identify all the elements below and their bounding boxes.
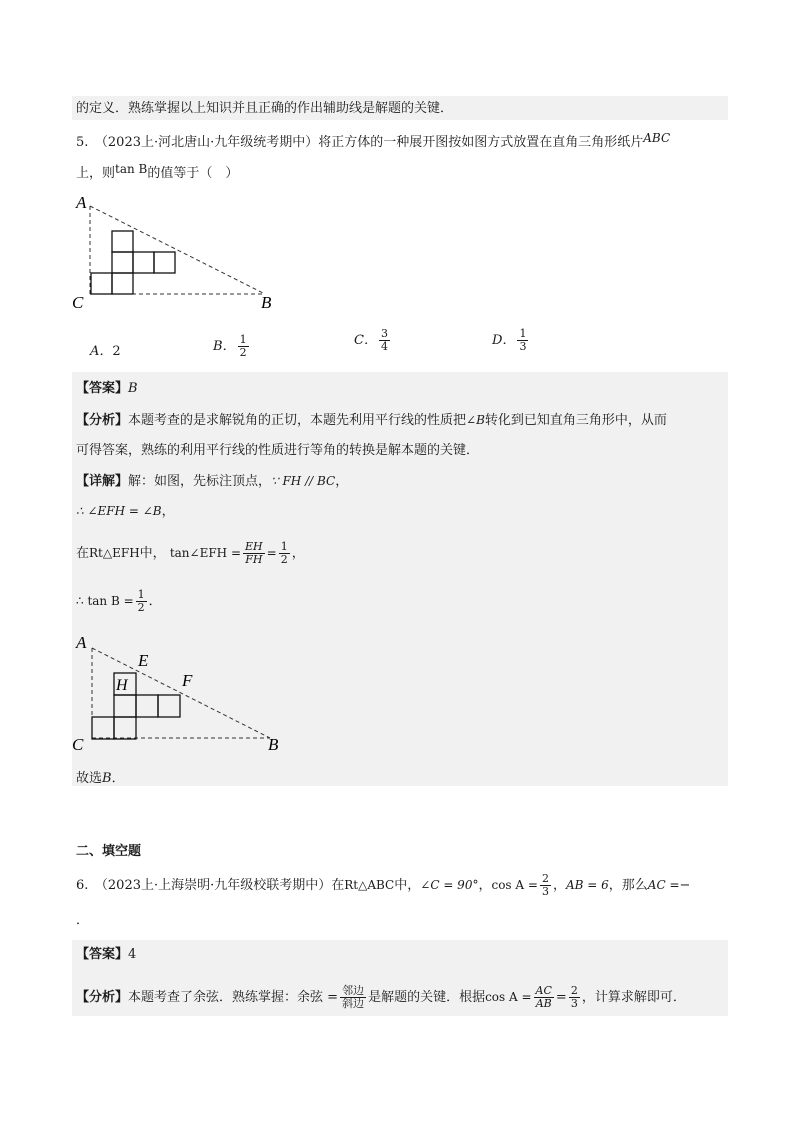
q6-cos-a: cos A = [491, 878, 538, 892]
analysis-text-a: 本题考查的是求解锐角的正切，本题先利用平行线的性质把 [128, 413, 467, 428]
q5-figure-2 [62, 628, 292, 758]
q6-line1 [76, 872, 690, 899]
detail-tanb-eq: ∴ tan B = [76, 594, 134, 608]
option-d-num: 1 [519, 327, 527, 340]
detail-tan-efh: tan∠EFH = [169, 546, 241, 560]
detail-angle-eq: ∴ ∠EFH = ∠B [76, 504, 162, 518]
q6-cos-den: 3 [541, 885, 549, 898]
conclusion-text: 故选 [76, 771, 103, 786]
q6-eq: = [555, 990, 567, 1005]
q5-option-b[interactable] [213, 334, 251, 359]
q5-analysis-line2: 可得答案，熟练的利用平行线的性质进行等角的转换是解本题的关键． [76, 443, 480, 458]
frac-one-b: 1 [137, 588, 145, 601]
detail-text-1: 解：如图，先标注顶点， [128, 474, 272, 489]
fig2-label-h: H [116, 677, 128, 694]
q5-option-c[interactable] [354, 328, 392, 353]
conclusion-choice: B [102, 771, 112, 786]
detail-comma-3: ， [291, 546, 305, 561]
q6-angle-c: ∠C = 90° [420, 878, 479, 892]
detail-in: 在 [76, 546, 90, 561]
fig2-label-f: F [182, 671, 193, 690]
frac-one: 1 [280, 540, 288, 553]
q5-tanB: tan B [115, 162, 148, 176]
detail-comma-2: ， [161, 504, 175, 519]
analysis-angle: ∠B [466, 413, 485, 427]
detail-tag: 【详解】 [76, 474, 129, 489]
q5-line2 [76, 160, 238, 183]
option-a-value: 2 [112, 344, 121, 359]
frac-two-b: 2 [137, 601, 145, 614]
q6-frac-3: 3 [570, 997, 578, 1010]
q6-sep1: ， [478, 878, 492, 893]
fig2-label-a: A [76, 633, 87, 652]
answer-value: B [128, 381, 138, 396]
section2-title: 二、填空题 [76, 844, 142, 859]
q5-detail-line4 [76, 584, 162, 619]
q6-analysis-a: 本题考查了余弦．熟练掌握： [128, 990, 298, 1005]
detail-zhong: 中， [139, 546, 166, 561]
option-b-den: 2 [239, 346, 247, 359]
option-b-num: 1 [239, 333, 247, 346]
q6-sep2: ， [552, 878, 566, 893]
fig1-label-c: C [72, 293, 84, 312]
answer-tag: 【答案】 [76, 381, 129, 396]
option-b-letter: B． [213, 339, 236, 354]
conclusion-period: ． [111, 771, 125, 786]
detail-eq: = [266, 546, 277, 560]
option-c-letter: C． [354, 333, 377, 348]
fig1-label-a: A [76, 193, 87, 212]
q6-sep3: ，那么 [608, 878, 648, 893]
analysis-tag: 【分析】 [76, 413, 129, 428]
option-a-letter: A． [90, 344, 113, 359]
q5-figure-1 [60, 188, 290, 318]
q6-dot: ． [76, 913, 90, 928]
detail-comma-1: ， [335, 474, 349, 489]
q6-analysis-tag: 【分析】 [76, 990, 129, 1005]
q6-hypotenuse-word: 斜边 [342, 997, 365, 1010]
q5-detail-line1 [76, 472, 348, 491]
q6-analysis [76, 980, 686, 1015]
q5-line2-a: 上，则 [76, 166, 116, 181]
q6-rt-triangle: Rt△ABC [344, 878, 395, 892]
q6-answer-tag: 【答案】 [76, 947, 129, 962]
detail-period: ． [148, 594, 162, 609]
q5-answer [76, 380, 138, 398]
q6-analysis-b: 是解题的关键．根据 [368, 990, 486, 1005]
q6-frac-2: 2 [570, 984, 578, 997]
frac-fh: FH [245, 553, 263, 566]
q5-option-d[interactable] [492, 328, 530, 353]
option-c-num: 3 [380, 327, 388, 340]
q5-line2-b: 的值等于（ ） [147, 166, 239, 181]
analysis-text-b: 转化到已知直角三角形中，从而 [484, 413, 667, 428]
q5-analysis-line1 [76, 411, 667, 430]
option-d-letter: D． [492, 333, 516, 348]
q5-line1 [76, 129, 670, 152]
q6-adjacent-word: 邻边 [342, 984, 365, 997]
q5-triangle-name: ABC [643, 131, 671, 145]
fig2-label-b: B [268, 735, 279, 754]
q6-cos-word: 余弦 = [297, 990, 339, 1005]
detail-parallel: ∵ FH // BC [271, 474, 336, 488]
q6-frac-ac: AC [535, 984, 552, 997]
q6-ab: AB = 6 [565, 878, 609, 892]
option-c-den: 4 [380, 340, 388, 353]
q5-detail-line2 [76, 502, 175, 521]
q5-option-a[interactable] [90, 340, 121, 359]
q6-answer [76, 946, 136, 964]
q6-analysis-c: ，计算求解即可． [581, 990, 686, 1005]
fig2-label-c: C [72, 735, 84, 754]
q6-zhong: 中， [394, 878, 421, 893]
q6-ac: AC = [647, 878, 680, 892]
frac-two: 2 [280, 553, 288, 566]
detail-rt-triangle: Rt△EFH [89, 546, 140, 560]
q6-blank: − [679, 878, 691, 893]
q6-prefix: 6. （2023上·上海崇明·九年级校联考期中）在 [76, 878, 345, 893]
q5-detail-line3 [76, 536, 305, 571]
q6-cos-num: 2 [541, 872, 549, 885]
q5-line1-text: 5. （2023上·河北唐山·九年级统考期中）将正方体的一种展开图按如图方式放置在直角三角形纸片 [76, 135, 644, 150]
q6-cos-expr: cos A = [485, 990, 532, 1004]
q6-frac-ab: AB [535, 997, 552, 1010]
top-line: 的定义．熟练掌握以上知识并且正确的作出辅助线是解题的关键． [76, 101, 454, 116]
fig1-label-b: B [261, 293, 272, 312]
option-d-den: 3 [519, 340, 527, 353]
q6-answer-value: 4 [128, 947, 137, 962]
q5-conclusion [76, 770, 125, 788]
frac-eh: EH [245, 540, 263, 553]
fig2-label-e: E [138, 651, 149, 670]
